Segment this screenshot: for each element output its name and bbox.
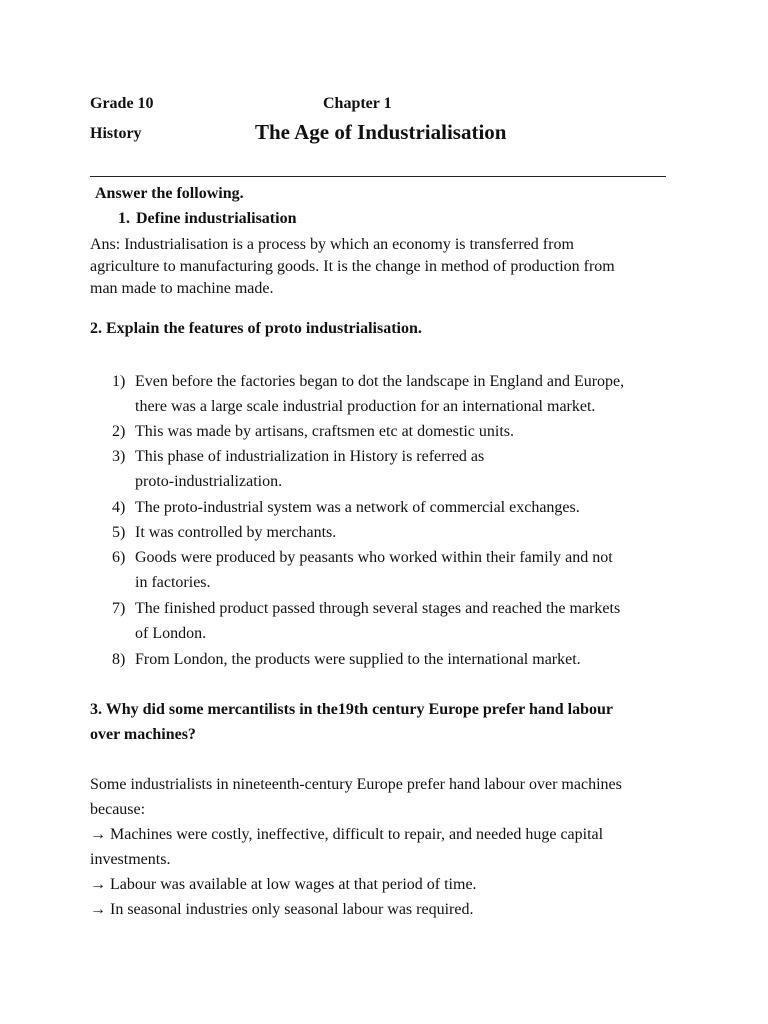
list-text: of London. bbox=[135, 625, 207, 642]
instructions: Answer the following. bbox=[95, 185, 244, 202]
header-divider bbox=[90, 176, 666, 177]
q1-number: 1. bbox=[118, 210, 130, 227]
q3-answer-line: → Machines were costly, ineffective, difficult to repair, and needed huge capital bbox=[90, 826, 604, 843]
grade-label: Grade 10 bbox=[90, 95, 154, 112]
list-number: 4) bbox=[112, 499, 126, 516]
list-number: 3) bbox=[112, 448, 126, 465]
q1-answer-line: Ans: Industrialisation is a process by which an economy is transferred from bbox=[90, 236, 574, 253]
q3-answer-line: → In seasonal industries only seasonal labour was required. bbox=[90, 901, 474, 918]
list-text: From London, the products were supplied to the international market. bbox=[135, 651, 581, 668]
list-text: The finished product passed through several stages and reached the markets bbox=[135, 600, 621, 617]
list-text: Goods were produced by peasants who worked within their family and not bbox=[135, 549, 613, 566]
list-text: This was made by artisans, craftsmen etc at domestic units. bbox=[135, 423, 515, 440]
list-number: 8) bbox=[112, 651, 126, 668]
q3-question-line: 3. Why did some mercantilists in the19th century Europe prefer hand labour bbox=[90, 701, 613, 718]
list-number: 6) bbox=[112, 549, 126, 566]
list-text: there was a large scale industrial production for an international market. bbox=[135, 398, 596, 415]
subject-label: History bbox=[90, 125, 142, 142]
list-number: 1) bbox=[112, 373, 126, 390]
chapter-label: Chapter 1 bbox=[323, 95, 392, 112]
q3-answer-line: because: bbox=[90, 801, 146, 818]
list-number: 5) bbox=[112, 524, 126, 541]
q3-answer-line: Some industrialists in nineteenth-century Europe prefer hand labour over machines bbox=[90, 776, 622, 793]
q1-question: Define industrialisation bbox=[136, 210, 297, 227]
q3-answer-line: → Labour was available at low wages at that period of time. bbox=[90, 876, 477, 893]
q3-answer bbox=[90, 772, 680, 922]
list-text: proto-industrialization. bbox=[135, 473, 283, 490]
q3-answer-line: investments. bbox=[90, 851, 171, 868]
list-number: 2) bbox=[112, 423, 126, 440]
q1-answer-line: man made to machine made. bbox=[90, 280, 274, 297]
list-text: The proto-industrial system was a network of commercial exchanges. bbox=[135, 499, 580, 516]
list-text: This phase of industrialization in History is referred as bbox=[135, 448, 485, 465]
list-number: 7) bbox=[112, 600, 126, 617]
list-text: Even before the factories began to dot the landscape in England and Europe, bbox=[135, 373, 625, 390]
page-title: The Age of Industrialisation bbox=[255, 120, 507, 144]
q1-answer-line: agriculture to manufacturing goods. It is the change in method of production from bbox=[90, 258, 615, 275]
list-text: It was controlled by merchants. bbox=[135, 524, 337, 541]
q3-question-line: over machines? bbox=[90, 726, 196, 743]
list-text: in factories. bbox=[135, 574, 211, 591]
q2-question: 2. Explain the features of proto industrialisation. bbox=[90, 320, 422, 337]
q3-question bbox=[90, 697, 680, 747]
